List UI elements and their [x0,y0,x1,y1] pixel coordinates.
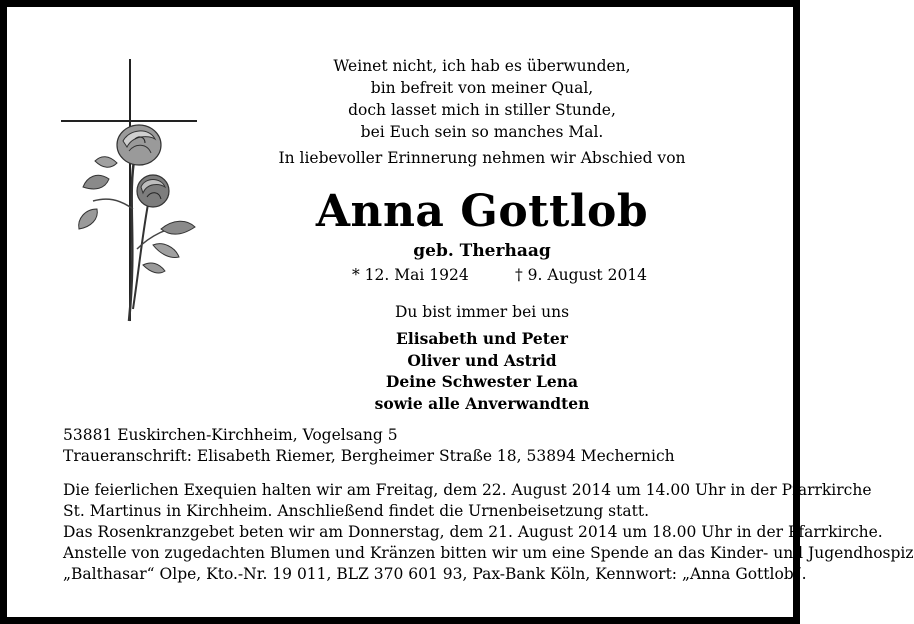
family-member: Deine Schwester Lena [385,372,579,391]
details-line: St. Martinus in Kirchheim. Anschließend findet die Urnenbeisetzung statt. [63,502,649,520]
maiden-name: geb. Therhaag [413,241,551,261]
details-line: Die feierlichen Exequien halten wir am Freitag, dem 22. August 2014 um 14.00 Uhr in der Pfarrkirche [63,481,872,499]
verse-line: bin befreit von meiner Qual, [370,79,594,97]
service-details [63,480,914,585]
remembrance-text: In liebevoller Erinnerung nehmen wir Abschied von [278,149,686,167]
family-list [247,328,717,414]
verse-line: bei Euch sein so manches Mal. [360,123,604,141]
verse-line: Weinet nicht, ich hab es überwunden, [333,57,631,75]
family-member: Oliver und Astrid [407,350,557,370]
always-with-us-text: Du bist immer bei uns [394,303,570,321]
death-date: † 9. August 2014 [515,266,648,284]
family-member: Elisabeth und Peter [396,329,568,348]
deceased-name: Anna Gottlob [315,186,649,237]
mourning-address-line: Traueranschrift: Elisabeth Riemer, Bergheimer Straße 18, 53894 Mechernich [63,447,675,465]
verse-line: doch lasset mich in stiller Stunde, [348,101,616,119]
birth-date: * 12. Mai 1924 [352,266,469,284]
details-line: Das Rosenkranzgebet beten wir am Donnerstag, dem 21. August 2014 um 18.00 Uhr in der Pfarrkirche. [63,523,883,541]
details-line: Anstelle von zugedachten Blumen und Kränzen bitten wir um eine Spende an das Kinder- und Jugendhospiz [63,544,914,562]
details-line: „Balthasar“ Olpe, Kto.-Nr. 19 011, BLZ 370 601 93, Pax-Bank Köln, Kennwort: „Anna Gottlob“. [63,565,807,583]
family-member: sowie alle Anverwandten [374,393,590,413]
cross-with-roses-icon [57,59,203,325]
address-line: 53881 Euskirchen-Kirchheim, Vogelsang 5 [63,426,398,444]
address-block [63,425,675,467]
verse [282,55,682,143]
